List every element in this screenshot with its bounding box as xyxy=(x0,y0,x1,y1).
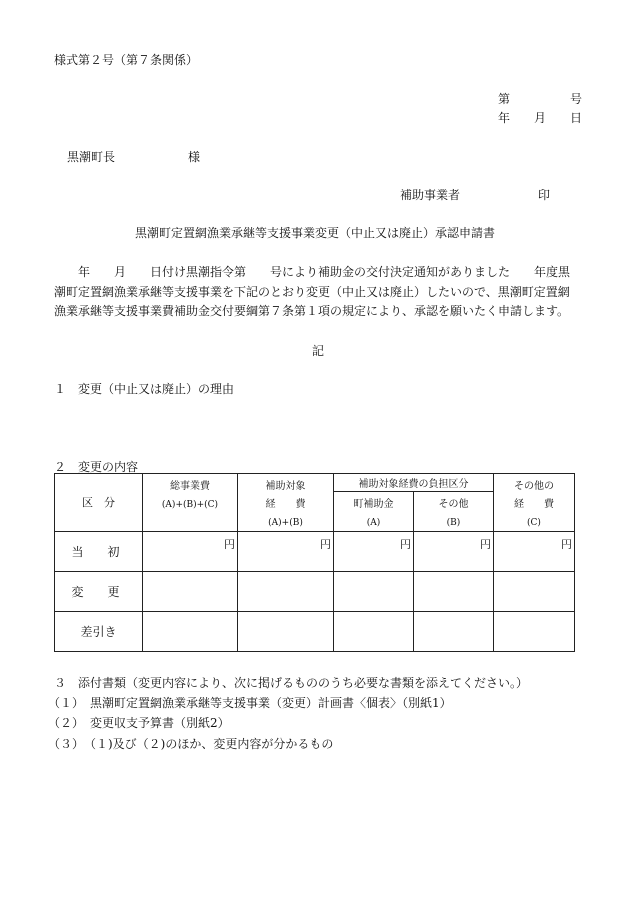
change-content-table xyxy=(54,473,575,652)
cell-change-total xyxy=(143,572,238,612)
form-number: 様式第２号（第７条関係） xyxy=(54,53,199,67)
row-label-change: 変 更 xyxy=(55,572,143,612)
attachment-item-2: （２） 変更収支予算書（別紙2） xyxy=(48,716,230,730)
cell-diff-other xyxy=(414,612,494,652)
cell-initial-town: 円 xyxy=(334,532,414,572)
applicant-label: 補助事業者 xyxy=(400,188,461,202)
table-row xyxy=(55,612,575,652)
cell-change-town xyxy=(334,572,414,612)
cell-initial-subsidy-target: 円 xyxy=(238,532,334,572)
section2-heading: ２ 変更の内容 xyxy=(54,460,139,474)
cell-initial-total: 円 xyxy=(143,532,238,572)
cell-diff-total xyxy=(143,612,238,652)
cell-initial-other: 円 xyxy=(414,532,494,572)
cell-change-other xyxy=(414,572,494,612)
header-total-cost: 総事業費 (A)+(B)+(C) xyxy=(143,474,238,532)
cell-change-subsidy-target xyxy=(238,572,334,612)
cell-change-other-expense xyxy=(494,572,575,612)
attachment-item-1: （１） 黒潮町定置網漁業承継等支援事業（変更）計画書〈個表〉（別紙1） xyxy=(48,696,452,710)
section3-heading: ３ 添付書類（変更内容により、次に掲げるもののうち必要な書類を添えてください。） xyxy=(54,676,529,690)
header-other-expense: その他の 経 費 (C) xyxy=(494,474,575,532)
body-line-2: 潮町定置網漁業承継等支援事業を下記のとおり変更（中止又は廃止）したいので、黒潮町定置網 xyxy=(54,285,570,299)
row-label-initial: 当 初 xyxy=(55,532,143,572)
table-row xyxy=(55,532,575,572)
number-label-first: 第 xyxy=(498,92,511,106)
addressee-honorific: 様 xyxy=(188,150,201,164)
table-row xyxy=(55,572,575,612)
section1-heading: １ 変更（中止又は廃止）の理由 xyxy=(54,382,235,396)
body-line-1: 年 月 日付け黒潮指令第 号により補助金の交付決定通知がありました 年度黒 xyxy=(78,265,571,279)
attachment-item-3: （３） （１)及び（２)のほか、変更内容が分かるもの xyxy=(48,737,334,751)
cell-diff-town xyxy=(334,612,414,652)
addressee-name: 黒潮町長 xyxy=(67,150,116,164)
header-other: その他 (B) xyxy=(414,492,494,532)
cell-diff-subsidy-target xyxy=(238,612,334,652)
date-day: 日 xyxy=(570,111,583,125)
cell-initial-other-expense: 円 xyxy=(494,532,575,572)
cell-diff-other-expense xyxy=(494,612,575,652)
seal-mark: 印 xyxy=(538,188,551,202)
row-label-difference: 差引き xyxy=(55,612,143,652)
ki-mark: 記 xyxy=(312,344,325,358)
date-year: 年 xyxy=(498,111,511,125)
header-subsidy-target: 補助対象 経 費 (A)+(B) xyxy=(238,474,334,532)
document-title: 黒潮町定置網漁業承継等支援事業変更（中止又は廃止）承認申請書 xyxy=(134,226,495,240)
header-town-subsidy: 町補助金 (A) xyxy=(334,492,414,532)
header-burden-group: 補助対象経費の負担区分 xyxy=(334,474,494,492)
number-label-last: 号 xyxy=(570,92,583,106)
body-line-3: 漁業承継等支援事業費補助金交付要綱第７条第１項の規定により、承認を願いたく申請します。 xyxy=(54,304,570,318)
date-month: 月 xyxy=(534,111,547,125)
header-kubun: 区 分 xyxy=(55,474,143,532)
